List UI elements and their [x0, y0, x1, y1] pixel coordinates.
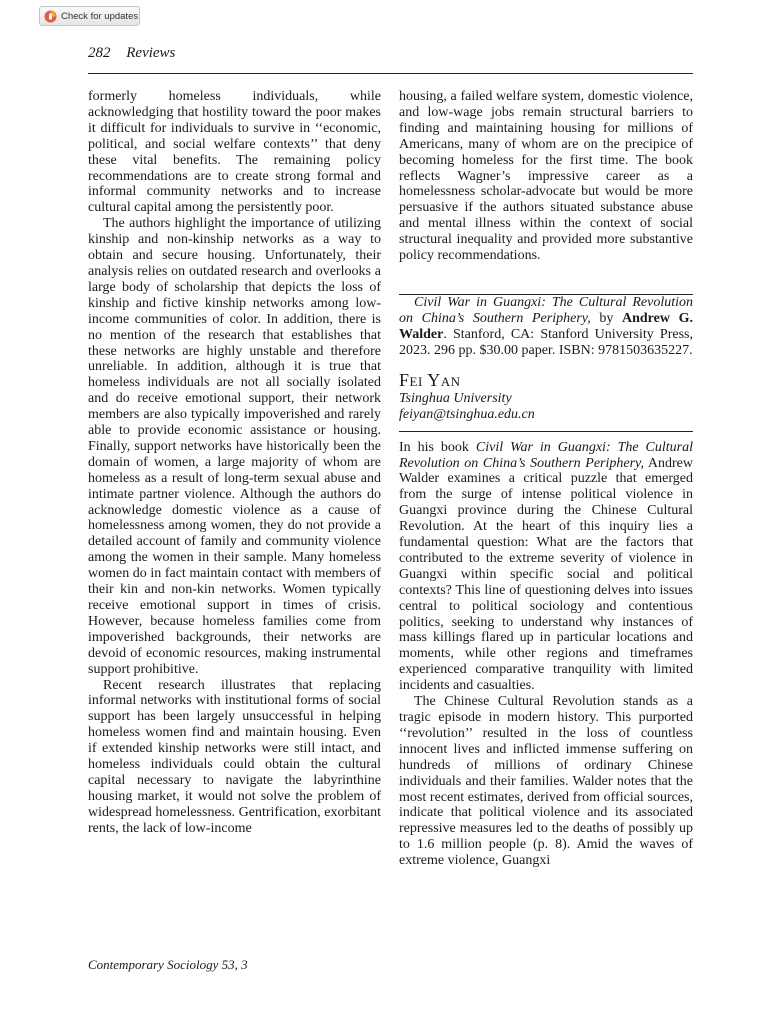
paragraph: The authors highlight the importance of utilizing kinship and non-kinship networks as a way to obtain and secure housing. Unfortunately, their analysis relies on outdated research and overlooks a large body of scholarship that depicts the loss of kinship and fictive kinship networks among low-income communities of color. In addition, there is no mention of the research that establishes that these networks are highly unstable and therefore unreliable. In addition, although it is true that homeless individuals are not all socially isolated and do receive emotional support, their network members are also typically impoverished and rarely able to provide economic assistance or housing. Finally, support networks have historically been the domain of women, a large majority of whom are homeless as a result of long-term sexual abuse and intimate partner violence. Although the authors do acknowledge domestic violence as a cause of homelessness among women, they do not provide a detailed account of family and community violence among the women in their sample. Many homeless women do in fact maintain contact with members of their kin and non-kin networks. Women typically receive emotional support in times of crisis. However, because homeless families come from impoverished backgrounds, their networks are devoid of economic resources, making instrumental support prohibitive. — [88, 216, 381, 677]
reviewer-email: feiyan@tsinghua.edu.cn — [399, 406, 535, 422]
left-column — [88, 89, 381, 837]
paragraph: formerly homeless individuals, while acknowledging that hostility toward the poor makes it difficult for individuals to survive in ‘‘economic, political, and social welfare contexts’’ that deny these vital benefits. The remaining policy recommendations are to create strong formal and informal community networks and to increase cultural capital among the persistently poor. — [88, 89, 381, 216]
section-title: Reviews — [126, 45, 176, 61]
right-column — [399, 89, 693, 869]
check-for-updates-label: Check for updates — [61, 10, 139, 22]
book-author: Andrew G. Walder — [399, 310, 693, 342]
book-title: Civil War in Guangxi: The Cultural Revolution on China’s Southern Periphery, — [399, 294, 693, 326]
reviewer-name: FEI YAN — [399, 369, 461, 390]
crossmark-icon — [44, 10, 57, 23]
check-for-updates-button[interactable] — [39, 6, 140, 26]
paragraph: The Chinese Cultural Revolution stands as a tragic episode in modern history. This purported ‘‘revolution’’ resulted in the loss of countless innocent lives and inflicted immense suffering on hundreds of millions of ordinary Chinese individuals and their families. Walder notes that the most recent estimates, derived from official sources, indicate that political violence and its associated repressive measures led to the deaths of possibly up to 1.6 million people (p. 8). Amid the waves of extreme violence, Guangxi — [399, 694, 693, 869]
book-title-inline: Civil War in Guangxi: The Cultural Revolution on China’s Southern Periphery, — [399, 439, 693, 471]
book-citation — [399, 295, 693, 359]
reviewer-affiliation: Tsinghua University — [399, 390, 512, 406]
page-number: 282 — [88, 45, 111, 61]
paragraph: Recent research illustrates that replacing informal networks with institutional forms of social support has been largely unsuccessful in helping homeless women find and maintain housing. Even if extended kinship networks were still intact, and homeless individuals could obtain the cultural capital necessary to navigate the labyrinthine housing market, it would not solve the problem of widespread homelessness. Gentrification, exorbitant rents, the lack of low-income — [88, 677, 381, 836]
paragraph: housing, a failed welfare system, domestic violence, and low-wage jobs remain structural barriers to finding and maintaining housing for millions of Americans, many of whom are on the precipice of becoming homeless for the first time. The book reflects Wagner’s impressive career as a homelessness scholar-advocate but would be more persuasive if the authors situated substance abuse and mental illness within the context of social structural inequality and provided more substantive policy recommendations. — [399, 89, 693, 264]
divider — [399, 431, 693, 432]
book-details: . Stanford, CA: Stanford University Press, 2023. 296 pp. $30.00 paper. ISBN: 9781503635227. — [399, 326, 693, 358]
paragraph: In his book Civil War in Guangxi: The Cultural Revolution on China’s Southern Periphery, Andrew Walder examines a critical puzzle that emerged from the surge of intense political violence in Guangxi province during the Chinese Cultural Revolution. At the heart of this inquiry lies a fundamental question: What are the factors that contributed to the extreme severity of violence in Guangxi within specific social and political contexts? This line of questioning delves into issues central to political sociology and contentious politics, seeking to understand why instances of mass killings flared up in particular locations and moments, while other regions and timeframes experienced comparative tranquility with limited incidents and casualties. — [399, 439, 693, 694]
book-by: by — [599, 310, 614, 326]
journal-footer: Contemporary Sociology 53, 3 — [88, 957, 248, 972]
running-head — [88, 45, 693, 74]
